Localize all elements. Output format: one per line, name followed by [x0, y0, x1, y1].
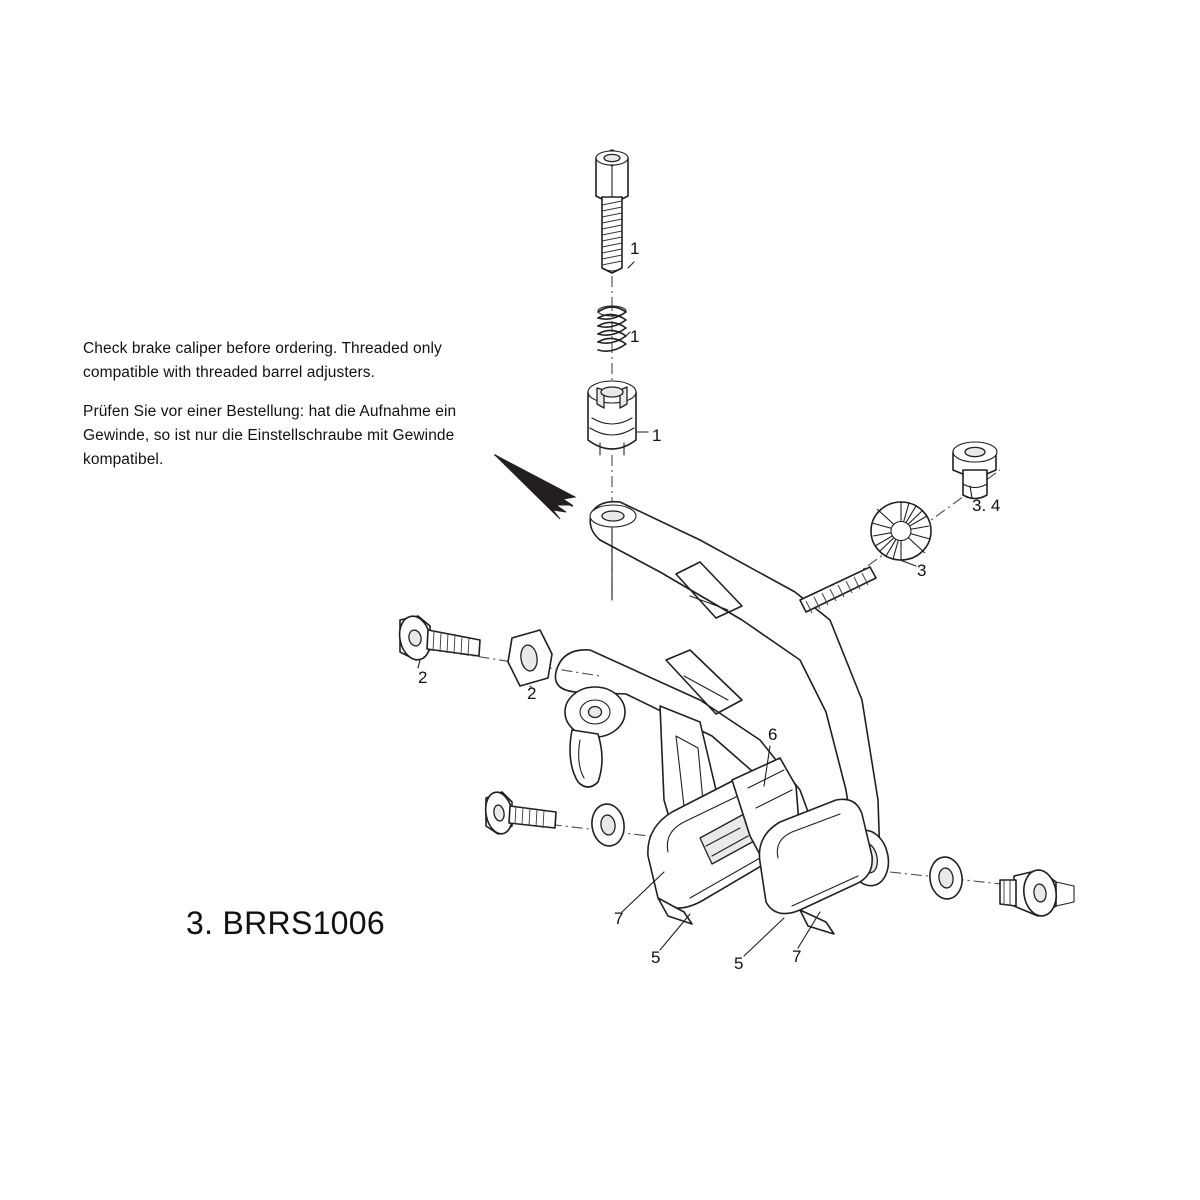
pad-fixing-bolt-right	[1000, 868, 1074, 918]
pad-washer-right	[927, 855, 965, 901]
barrel-adjuster-sleeve	[588, 381, 636, 455]
part-number-title: 3. BRRS1006	[186, 905, 385, 941]
callout-1-spring: 1	[630, 327, 640, 346]
note-german: Prüfen Sie vor einer Bestellung: hat die Aufnahme ein Gewinde, so ist nur die Einstellschraube mit Gewinde kompatibel.	[83, 403, 457, 469]
pointer-arrow	[495, 455, 575, 519]
fixing-bolt	[596, 150, 628, 273]
callout-1-bolt: 1	[630, 239, 640, 258]
callout-2-bolt: 2	[418, 668, 428, 687]
callout-5-right: 5	[734, 954, 744, 973]
callout-2-plate: 2	[527, 684, 537, 703]
pad-washer-left	[589, 802, 627, 848]
recessed-nut	[953, 442, 997, 499]
callout-3-4-nut: 3. 4	[972, 496, 1001, 515]
serrated-washer	[871, 502, 931, 560]
callout-6-pad: 6	[768, 725, 778, 744]
callout-7-right: 7	[792, 947, 802, 966]
backing-plate	[508, 630, 552, 686]
callout-7-left: 7	[614, 909, 624, 928]
callout-1-barrel: 1	[652, 426, 662, 445]
note-english: Check brake caliper before ordering. Threaded only compatible with threaded barrel adjusters.	[83, 340, 442, 382]
callout-3-washer: 3	[917, 561, 927, 580]
pad-fixing-bolt-left	[483, 790, 556, 836]
callout-5-left: 5	[651, 948, 661, 967]
